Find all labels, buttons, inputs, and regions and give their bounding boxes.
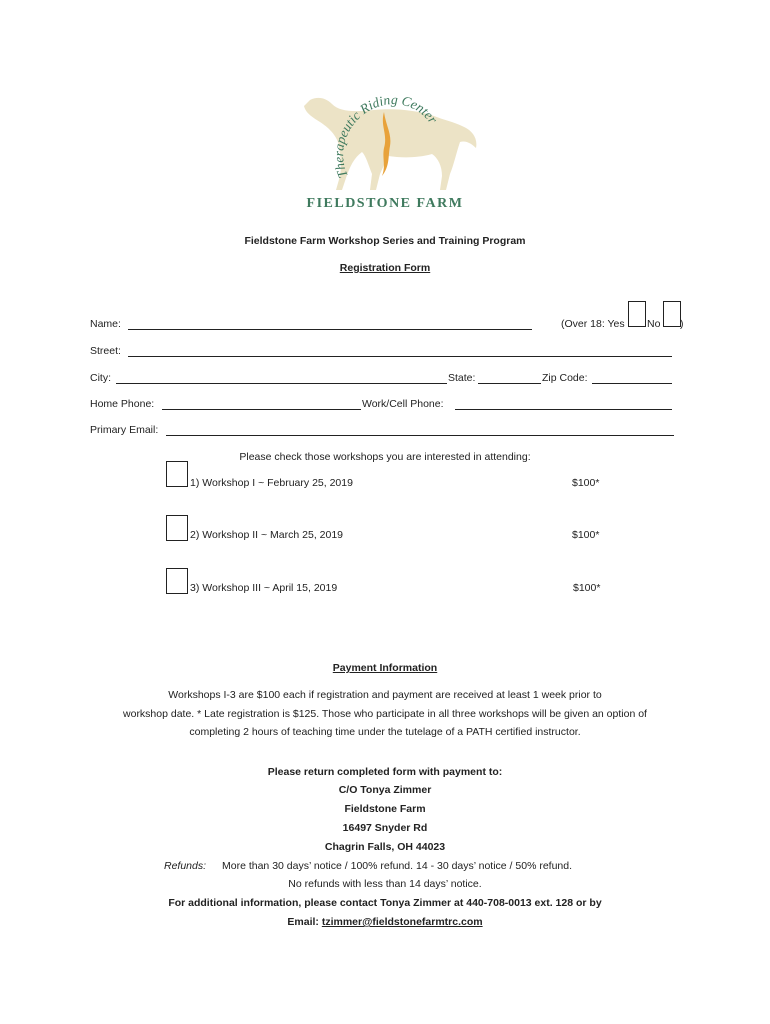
address-line-3: 16497 Snyder Rd <box>342 822 428 834</box>
workshop-instruction: Please check those workshops you are interested in attending: <box>239 451 531 463</box>
contact-text: For additional information, please contact Tonya Zimmer at 440-708-0013 ext. 128 or by <box>168 897 602 909</box>
home-phone-field[interactable] <box>162 409 361 410</box>
address-line-2: Fieldstone Farm <box>344 803 426 815</box>
refunds-text: More than 30 days’ notice / 100% refund. 14 - 30 days’ notice / 50% refund. <box>222 860 573 872</box>
workshop-1-price: $100* <box>572 477 600 489</box>
workshop-2-label: 2) Workshop II ~ March 25, 2019 <box>190 529 344 541</box>
city-label: City: <box>90 372 111 384</box>
zip-label: Zip Code: <box>542 372 588 384</box>
state-field[interactable] <box>478 383 541 384</box>
email-line <box>0 916 770 928</box>
workshop-2-checkbox[interactable] <box>166 515 188 541</box>
city-field[interactable] <box>116 383 447 384</box>
work-phone-field[interactable] <box>455 409 672 410</box>
workshop-3-price: $100* <box>573 582 601 594</box>
payment-heading: Payment Information <box>332 662 438 674</box>
street-label: Street: <box>90 345 121 357</box>
refunds-label: Refunds: <box>164 860 207 872</box>
state-label: State: <box>448 372 476 384</box>
contact-email-link[interactable]: tzimmer@fieldstonefarmtrc.com <box>321 916 483 928</box>
email-line-label: Email: <box>287 916 319 928</box>
form-subtitle: Registration Form <box>339 262 431 274</box>
work-phone-label: Work/Cell Phone: <box>362 398 444 410</box>
payment-line-3: completing 2 hours of teaching time under the tutelage of a PATH certified instructor. <box>189 726 581 738</box>
workshop-1-checkbox[interactable] <box>166 461 188 487</box>
home-phone-label: Home Phone: <box>90 398 155 410</box>
logo-name: FIELDSTONE FARM <box>306 196 464 211</box>
horse-logo-icon <box>296 92 486 212</box>
workshop-2-price: $100* <box>572 529 600 541</box>
form-title: Fieldstone Farm Workshop Series and Training Program <box>244 235 526 247</box>
no-refunds-text: No refunds with less than 14 days’ notice. <box>288 878 482 890</box>
email-label: Primary Email: <box>90 424 159 436</box>
fieldstone-logo <box>296 92 486 212</box>
return-heading: Please return completed form with payment to: <box>267 766 503 778</box>
over18-close: ) <box>680 318 684 330</box>
workshop-3-checkbox[interactable] <box>166 568 188 594</box>
zip-field[interactable] <box>592 383 672 384</box>
over18-no-label: No <box>647 318 661 330</box>
logo-arc-text: Therapeutic Riding Center <box>331 92 441 181</box>
address-line-1: C/O Tonya Zimmer <box>338 784 432 796</box>
workshop-3-label: 3) Workshop III ~ April 15, 2019 <box>190 582 338 594</box>
email-field[interactable] <box>166 435 674 436</box>
payment-line-2: workshop date. * Late registration is $125. Those who participate in all three workshops will be given an option of <box>123 708 647 720</box>
over18-label: (Over 18: Yes <box>561 318 625 330</box>
over18-yes-checkbox[interactable] <box>628 301 646 327</box>
name-label: Name: <box>90 318 121 330</box>
over18-no-checkbox[interactable] <box>663 301 681 327</box>
name-field[interactable] <box>128 329 532 330</box>
street-field[interactable] <box>128 356 672 357</box>
workshop-1-label: 1) Workshop I ~ February 25, 2019 <box>190 477 353 489</box>
payment-line-1: Workshops I-3 are $100 each if registration and payment are received at least 1 week prior to <box>168 689 602 701</box>
address-line-4: Chagrin Falls, OH 44023 <box>324 841 446 853</box>
